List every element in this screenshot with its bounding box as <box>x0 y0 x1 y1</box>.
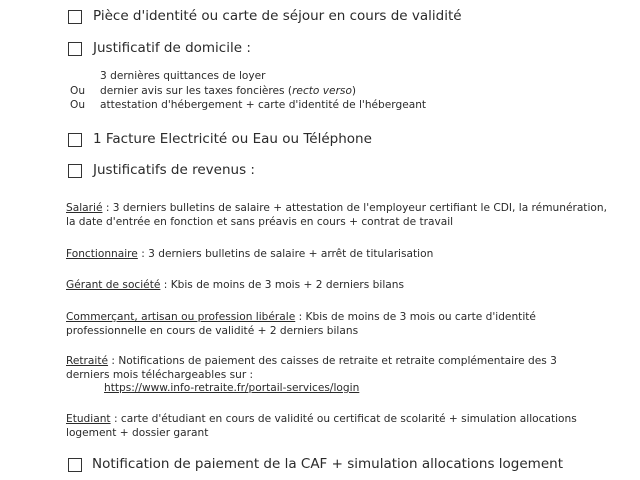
commercant-text: : Kbis de moins de 3 mois ou carte d'identité <box>295 311 536 323</box>
checkbox-justificatifs-revenus[interactable] <box>68 164 82 178</box>
gerant-label: Gérant de société <box>66 279 161 291</box>
salarie-label: Salarié <box>66 202 103 214</box>
checkbox-facture[interactable] <box>68 133 82 147</box>
label-piece-identite: Pièce d'identité ou carte de séjour en cours de validité <box>93 8 462 24</box>
domicile-option-hebergement: attestation d'hébergement + carte d'identité de l'hébergeant <box>100 99 427 111</box>
checkbox-caf[interactable] <box>68 458 82 472</box>
checkbox-piece-identite[interactable] <box>68 10 82 24</box>
etudiant-line-2: logement + dossier garant <box>66 427 209 439</box>
fonctionnaire-line <box>66 248 433 261</box>
retraite-link[interactable]: https://www.info-retraite.fr/portail-services/login <box>104 382 360 394</box>
etudiant-line-1 <box>66 413 577 426</box>
salarie-line-1 <box>66 202 607 215</box>
retraite-line-1 <box>66 355 557 368</box>
taxes-close: ) <box>351 85 357 97</box>
retraite-text: : Notifications de paiement des caisses de retraite et retraite complémentaire des 3 <box>108 355 557 367</box>
salarie-text: : 3 derniers bulletins de salaire + attestation de l'employeur certifiant le CDI, la rémunération, <box>102 202 607 214</box>
label-justificatifs-revenus: Justificatifs de revenus : <box>93 162 255 178</box>
recto-verso-text: recto verso <box>292 85 352 97</box>
retraite-line-2: derniers mois téléchargeables sur : <box>66 369 254 381</box>
label-justificatif-domicile: Justificatif de domicile : <box>93 40 251 56</box>
gerant-line <box>66 279 404 292</box>
commercant-label: Commerçant, artisan ou profession libérale <box>66 311 296 323</box>
etudiant-text: : carte d'étudiant en cours de validité ou certificat de scolarité + simulation allocations <box>110 413 577 425</box>
fonctionnaire-text: : 3 derniers bulletins de salaire + arrêt de titularisation <box>137 248 434 260</box>
checkbox-justificatif-domicile[interactable] <box>68 42 82 56</box>
domicile-option-quittances: 3 dernières quittances de loyer <box>100 70 266 82</box>
salarie-line-2: la date d'entrée en fonction et sans préavis en cours + contrat de travail <box>66 216 454 228</box>
taxes-text: dernier avis sur les taxes foncières ( <box>100 85 293 97</box>
gerant-text: : Kbis de moins de 3 mois + 2 derniers bilans <box>160 279 405 291</box>
or-label: Ou <box>70 85 86 97</box>
fonctionnaire-label: Fonctionnaire <box>66 248 138 260</box>
or-label: Ou <box>70 99 86 111</box>
domicile-option-taxes <box>100 85 356 98</box>
commercant-line-1 <box>66 311 536 324</box>
commercant-line-2: professionnelle en cours de validité + 2 derniers bilans <box>66 325 359 337</box>
retraite-label: Retraité <box>66 355 109 367</box>
label-caf: Notification de paiement de la CAF + simulation allocations logement <box>92 456 563 472</box>
etudiant-label: Etudiant <box>66 413 111 425</box>
label-facture: 1 Facture Electricité ou Eau ou Téléphone <box>93 131 372 147</box>
